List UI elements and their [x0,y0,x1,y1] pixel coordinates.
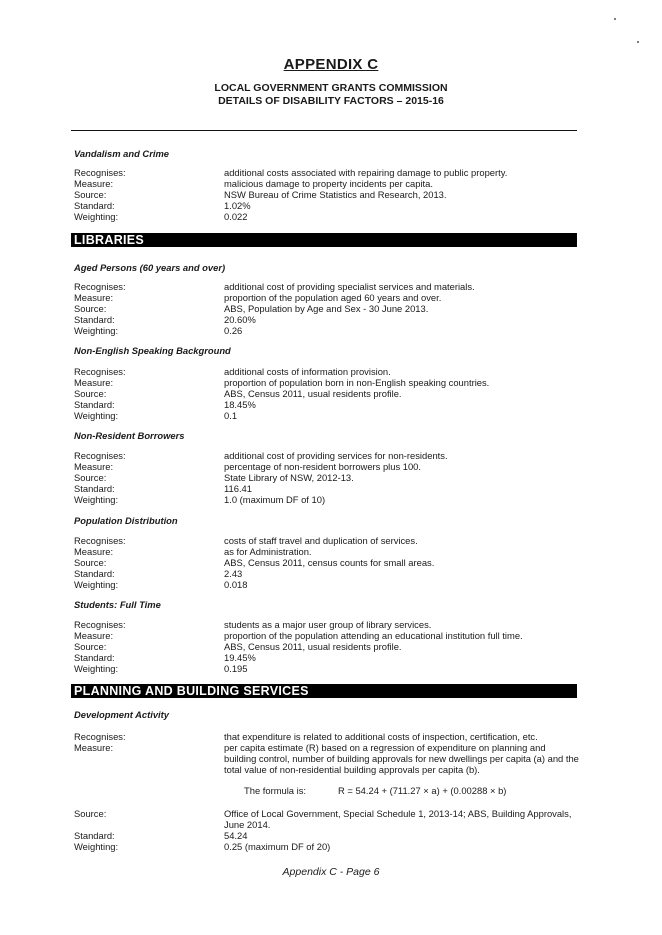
field-label: Recognises: [74,366,126,377]
field-value: additional cost of providing specialist services and materials. [224,281,475,292]
field-value: 1.02% [224,200,251,211]
field-label: Measure: [74,178,114,189]
field-value: total value of non-residential building approvals per capita (b). [224,764,480,775]
factor-heading: Students: Full Time [74,599,161,610]
factor-heading: Non-English Speaking Background [74,345,231,356]
field-label: Weighting: [74,841,119,852]
field-value: 0.022 [224,211,248,222]
field-value: percentage of non-resident borrowers plus 100. [224,461,421,472]
field-label: Weighting: [74,663,119,674]
field-value: additional cost of providing services for non-residents. [224,450,448,461]
field-value: 0.26 [224,325,243,336]
factor-heading: Non-Resident Borrowers [74,430,185,441]
field-label: Source: [74,808,107,819]
factor-heading: Development Activity [74,709,169,720]
field-value: 2.43 [224,568,243,579]
header-divider [71,130,577,131]
field-label: Standard: [74,314,115,325]
field-value: 18.45% [224,399,256,410]
formula-line [244,785,506,796]
page-subtitle: LOCAL GOVERNMENT GRANTS COMMISSION [214,82,448,94]
field-value: ABS, Population by Age and Sex - 30 June 2013. [224,303,429,314]
formula-expression: R = 54.24 + (711.27 × a) + (0.00288 × b) [338,785,507,796]
field-value: 54.24 [224,830,248,841]
field-label: Measure: [74,742,114,753]
page-subtitle: DETAILS OF DISABILITY FACTORS – 2015-16 [218,95,444,107]
field-label: Recognises: [74,619,126,630]
factor-heading: Aged Persons (60 years and over) [74,262,226,273]
field-label: Weighting: [74,325,119,336]
field-label: Source: [74,189,107,200]
field-label: Source: [74,557,107,568]
field-value: NSW Bureau of Crime Statistics and Research, 2013. [224,189,447,200]
field-label: Weighting: [74,579,119,590]
field-value: students as a major user group of library services. [224,619,432,630]
field-label: Recognises: [74,535,126,546]
field-value: 20.60% [224,314,256,325]
field-label: Source: [74,303,107,314]
field-value: as for Administration. [224,546,312,557]
section-header-libraries: LIBRARIES [71,233,577,247]
field-value: 116.41 [224,483,252,494]
field-label: Source: [74,472,107,483]
field-label: Weighting: [74,494,119,505]
field-label: Standard: [74,652,115,663]
field-label: Measure: [74,461,114,472]
field-value: ABS, Census 2011, usual residents profile. [224,388,402,399]
factor-heading: Vandalism and Crime [74,148,169,159]
page-title: APPENDIX C [283,56,379,73]
field-label: Measure: [74,377,114,388]
field-value: 0.1 [224,410,238,421]
factor-heading: Population Distribution [74,515,178,526]
field-value: ABS, Census 2011, census counts for small areas. [224,557,435,568]
field-value: June 2014. [224,819,271,830]
field-label: Measure: [74,546,114,557]
field-value: 1.0 (maximum DF of 10) [224,494,326,505]
field-label: Standard: [74,399,115,410]
formula-label: The formula is: [244,785,306,796]
field-value: State Library of NSW, 2012-13. [224,472,354,483]
section-header-planning: PLANNING AND BUILDING SERVICES [71,684,577,698]
field-value: proportion of the population aged 60 years and over. [224,292,442,303]
scan-speck [637,41,639,43]
scan-speck [614,18,616,20]
field-label: Recognises: [74,450,126,461]
field-label: Weighting: [74,410,119,421]
field-value: proportion of population born in non-English speaking countries. [224,377,490,388]
field-value: proportion of the population attending an educational institution full time. [224,630,523,641]
field-label: Weighting: [74,211,119,222]
page-footer: Appendix C - Page 6 [282,866,380,878]
field-label: Recognises: [74,731,126,742]
field-label: Standard: [74,200,115,211]
field-label: Recognises: [74,167,126,178]
field-value: additional costs of information provision. [224,366,391,377]
field-label: Measure: [74,292,114,303]
field-value: costs of staff travel and duplication of services. [224,535,418,546]
field-label: Standard: [74,830,115,841]
field-value: building control, number of building approvals for new dwellings per capita (a) and the [224,753,579,764]
field-value: malicious damage to property incidents per capita. [224,178,433,189]
field-label: Recognises: [74,281,126,292]
field-value: that expenditure is related to additional costs of inspection, certification, etc. [224,731,538,742]
field-value: 0.25 (maximum DF of 20) [224,841,331,852]
field-value: ABS, Census 2011, usual residents profile. [224,641,402,652]
field-value: additional costs associated with repairing damage to public property. [224,167,508,178]
field-label: Source: [74,388,107,399]
field-label: Standard: [74,483,115,494]
field-label: Source: [74,641,107,652]
field-value: 0.195 [224,663,248,674]
field-label: Measure: [74,630,114,641]
field-value: Office of Local Government, Special Schedule 1, 2013-14; ABS, Building Approvals, [224,808,572,819]
field-value: per capita estimate (R) based on a regression of expenditure on planning and [224,742,546,753]
field-value: 0.018 [224,579,248,590]
field-value: 19.45% [224,652,256,663]
field-label: Standard: [74,568,115,579]
